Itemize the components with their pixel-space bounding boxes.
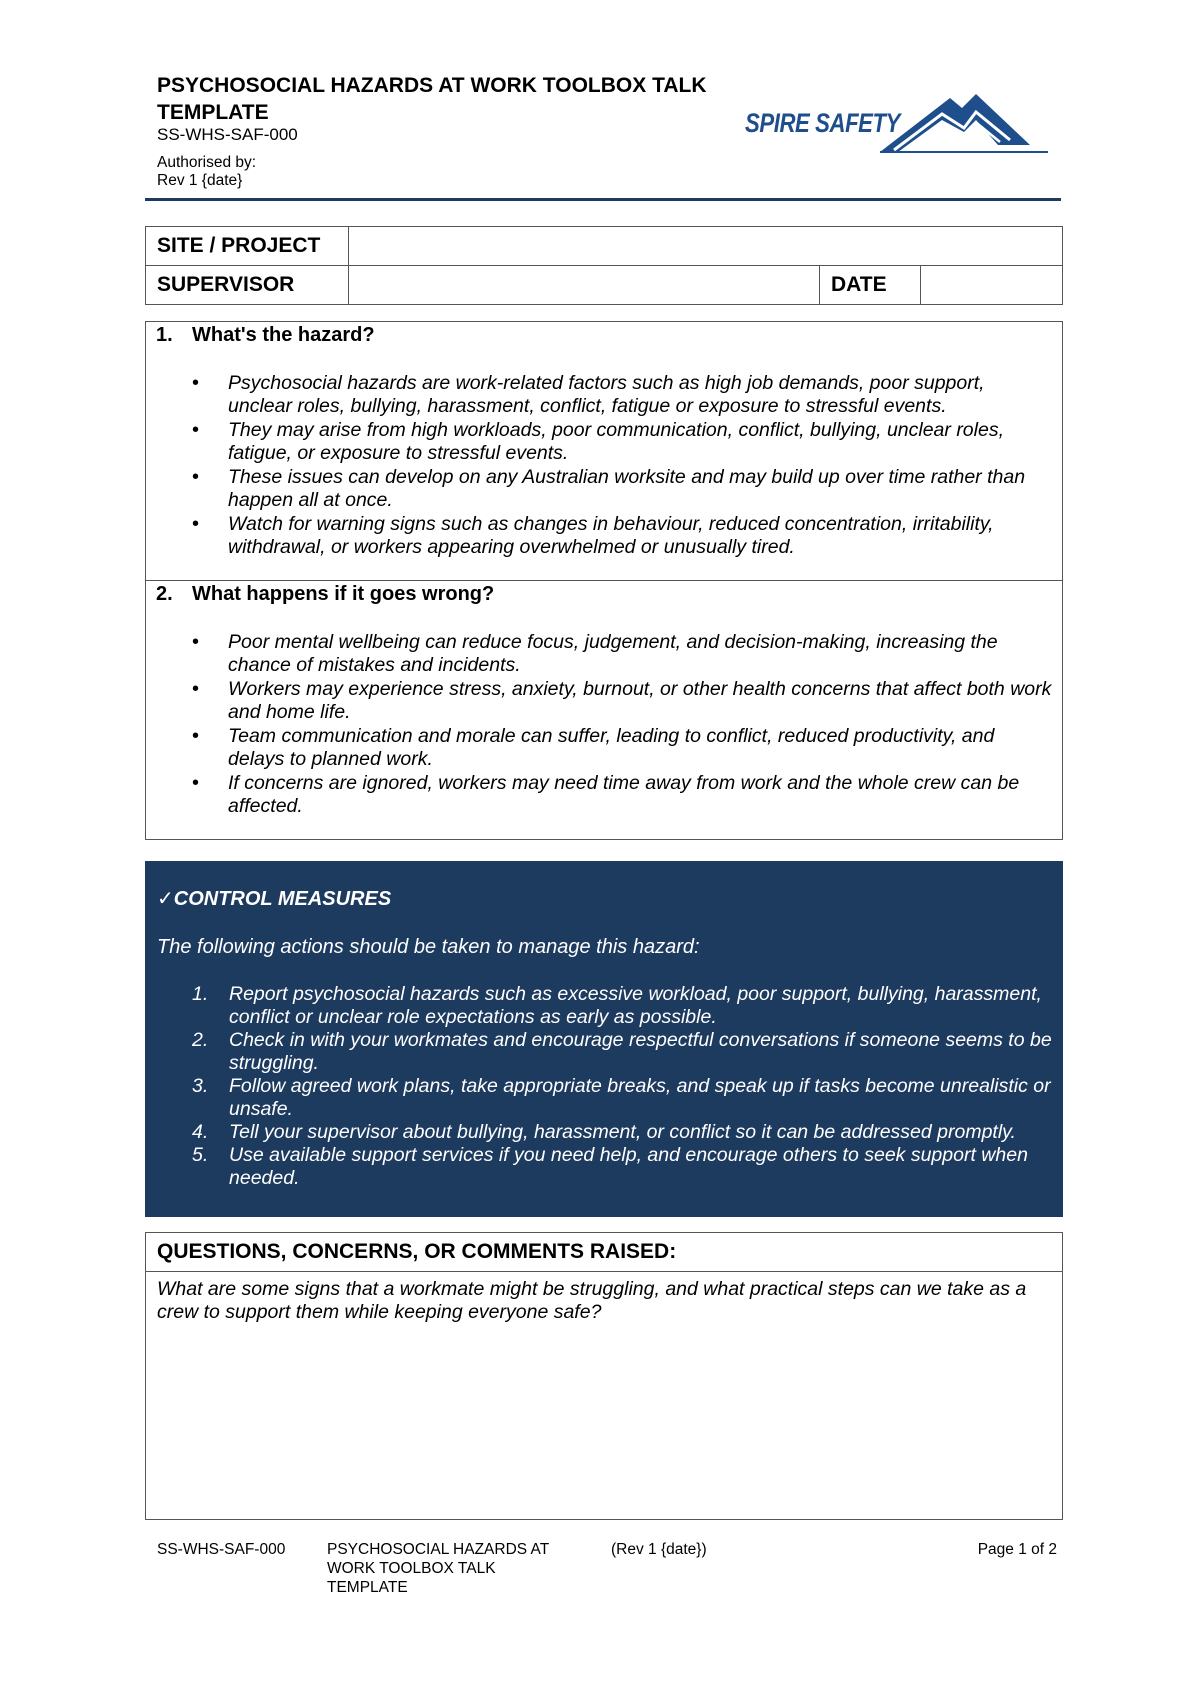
item-number: 2. — [192, 1029, 209, 1051]
list-item — [192, 1121, 1059, 1144]
item-text: Follow agreed work plans, take appropriate breaks, and speak up if tasks become unrealistic or unsafe. — [229, 1075, 1051, 1120]
questions-heading: QUESTIONS, CONCERNS, OR COMMENTS RAISED: — [146, 1233, 1062, 1272]
authorisation-block — [157, 154, 256, 190]
header-divider — [145, 198, 1061, 201]
revision-label: Rev 1 {date} — [157, 172, 243, 189]
hazard-sections — [145, 321, 1063, 840]
supervisor-label: SUPERVISOR — [146, 266, 349, 305]
control-measures-panel — [145, 861, 1063, 1217]
questions-prompt[interactable]: What are some signs that a workmate might be struggling, and what practical steps can we take as a crew to support them while keeping everyone safe? — [157, 1278, 1027, 1323]
control-measures-intro: The following actions should be taken to manage this hazard: — [157, 936, 700, 958]
item-text: Report psychosocial hazards such as excessive workload, poor support, bullying, harassment, conflict or unclear role expectations as early as possible. — [229, 983, 1042, 1028]
questions-section — [145, 1232, 1063, 1520]
footer-revision: (Rev 1 {date}) — [611, 1541, 707, 1558]
list-item: • Team communication and morale can suffer, leading to conflict, reduced productivity, and delays to planned work. — [228, 725, 1052, 771]
site-project-field[interactable] — [349, 227, 1063, 266]
list-item: • Poor mental wellbeing can reduce focus, judgement, and decision-making, increasing the chance of mistakes and incidents. — [228, 631, 1052, 677]
section-title: What happens if it goes wrong? — [192, 583, 495, 605]
date-field[interactable] — [921, 266, 1063, 305]
item-text: Check in with your workmates and encourage respectful conversations if someone seems to be struggling. — [229, 1029, 1052, 1074]
item-text: Tell your supervisor about bullying, harassment, or conflict so it can be addressed promptly. — [229, 1121, 1016, 1143]
logo-text: SPIRE SAFETY — [745, 108, 901, 138]
authorised-by-label: Authorised by: — [157, 154, 257, 171]
site-info-table — [145, 226, 1063, 305]
document-title: PSYCHOSOCIAL HAZARDS AT WORK TOOLBOX TALK TEMPLATE — [157, 74, 707, 124]
list-item: • If concerns are ignored, workers may need time away from work and the whole crew can be affected. — [228, 772, 1052, 818]
section-number: 1. — [156, 324, 173, 346]
list-item: • These issues can develop on any Australian worksite and may build up over time rather than happen all at once. — [228, 466, 1052, 512]
control-measures-title: ✓CONTROL MEASURES — [157, 888, 392, 910]
section-heading — [156, 581, 1052, 607]
mountain-logo-icon — [880, 90, 1050, 158]
list-item — [192, 1144, 1059, 1190]
document-code: SS-WHS-SAF-000 — [157, 125, 298, 144]
item-text: Use available support services if you need help, and encourage others to seek support when needed. — [229, 1144, 1028, 1189]
item-number: 3. — [192, 1075, 209, 1097]
list-item — [192, 1075, 1059, 1121]
list-item: • Psychosocial hazards are work-related factors such as high job demands, poor support, unclear roles, bullying, harassment, conflict, fatigue or exposure to stressful events. — [228, 372, 1052, 418]
section-heading — [156, 322, 1052, 348]
spire-safety-logo — [745, 90, 1050, 158]
list-item: • Workers may experience stress, anxiety, burnout, or other health concerns that affect both work and home life. — [228, 678, 1052, 724]
item-number: 1. — [192, 983, 209, 1005]
date-label: DATE — [820, 266, 921, 305]
control-measures-list — [192, 983, 1059, 1190]
section-title: What's the hazard? — [192, 324, 375, 346]
hazard-bullet-list — [156, 372, 1052, 559]
consequence-bullet-list — [156, 631, 1052, 818]
list-item — [192, 1029, 1059, 1075]
supervisor-field[interactable] — [349, 266, 820, 305]
footer-doc-title: PSYCHOSOCIAL HAZARDS AT WORK TOOLBOX TALK TEMPLATE — [327, 1541, 549, 1596]
page-footer — [157, 1540, 1057, 1600]
section-hazard — [146, 322, 1062, 580]
footer-page-number: Page 1 of 2 — [977, 1541, 1057, 1558]
list-item: • They may arise from high workloads, poor communication, conflict, bullying, unclear roles, fatigue, or exposure to stressful events. — [228, 419, 1052, 465]
section-consequences — [146, 580, 1062, 839]
list-item: • Watch for warning signs such as changes in behaviour, reduced concentration, irritability, withdrawal, or workers appearing overwhelmed or unusually tired. — [228, 513, 1052, 559]
list-item — [192, 983, 1059, 1029]
section-number: 2. — [156, 583, 173, 605]
item-number: 5. — [192, 1144, 209, 1166]
footer-doc-code: SS-WHS-SAF-000 — [157, 1541, 286, 1558]
item-number: 4. — [192, 1121, 209, 1143]
site-project-label: SITE / PROJECT — [146, 227, 349, 266]
